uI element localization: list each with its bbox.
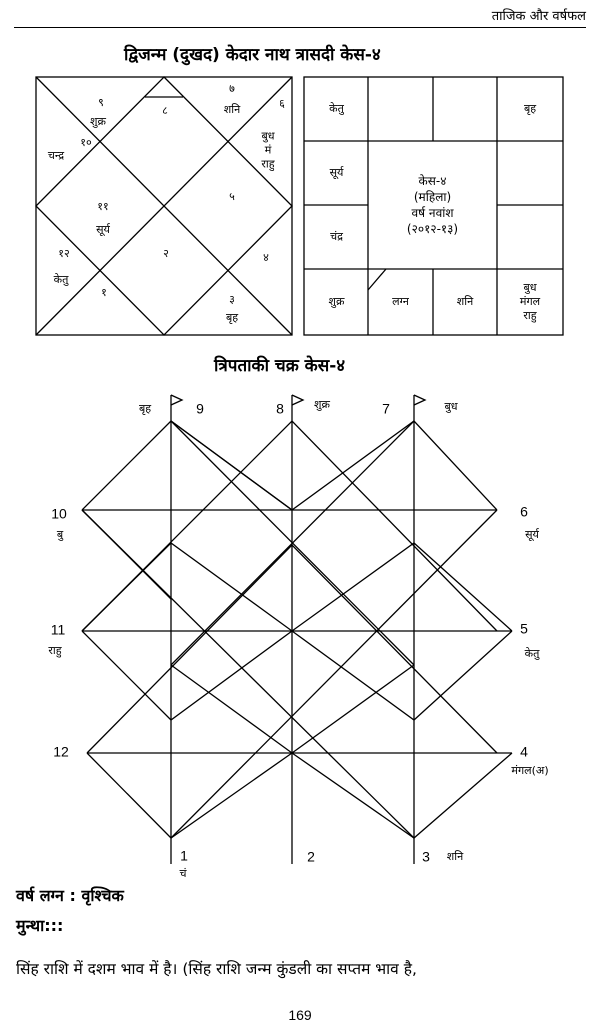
body-muntha: मुन्था::: <box>16 916 64 935</box>
nc-h10: १० <box>80 136 92 150</box>
sq-cell-brih: बृह <box>523 102 537 116</box>
tp-bu: बु <box>56 528 64 542</box>
tp-n5: 5 <box>520 620 528 637</box>
nc-h11: ११ <box>97 200 109 214</box>
tp-n10: 10 <box>51 505 67 522</box>
chart2-title: त्रिपताकी चक्र केस-४ <box>214 356 346 376</box>
sq-cell-budh-mangal-rahu: बुध मंगल राहु <box>519 280 541 323</box>
tp-mangal: मंगल(अ) <box>511 764 549 778</box>
nc-h6: ६ <box>279 97 285 111</box>
nc-h9: ९ <box>98 96 104 110</box>
body-paragraph: सिंह राशि में दशम भाव में है। (सिंह राशि जन्म कुंडली का सप्तम भाव है, <box>16 960 417 978</box>
tp-n4: 4 <box>520 743 528 760</box>
tp-shukra: शुक्र <box>314 398 330 412</box>
nc-budh-rahu: बुध मं राहु <box>261 129 275 170</box>
chart1-title: द्विजन्म (दुखद) केदार नाथ त्रासदी केस-४ <box>124 45 381 65</box>
tp-n3: 3 <box>422 848 430 865</box>
sq-cell-chandra: चंद्र <box>330 229 343 243</box>
page-number: 169 <box>288 1007 312 1023</box>
tp-chan: चं <box>179 867 187 881</box>
tp-surya: सूर्य <box>525 528 539 542</box>
tp-n12: 12 <box>53 743 69 760</box>
nc-brih: बृह <box>225 311 239 325</box>
sq-center-line3: वर्ष नवांश <box>411 206 454 220</box>
tp-ketu: केतु <box>524 647 540 661</box>
body-varsha-lagna: वर्ष लग्न : वृश्चिक <box>16 886 124 905</box>
nc-shani: शनि <box>223 103 241 117</box>
tp-n2: 2 <box>307 848 315 865</box>
sq-center-line4: (२०१२-१३) <box>406 222 459 237</box>
sq-cell-shukra: शुक्र <box>328 294 345 308</box>
running-header: ताजिक और वर्षफल <box>491 9 586 24</box>
nc-h2: २ <box>163 247 169 261</box>
sq-center-line1: केस-४ <box>418 173 447 188</box>
tp-n1: 1 <box>180 847 188 864</box>
tp-budh: बुध <box>444 400 458 414</box>
sq-cell-ketu: केतु <box>329 102 344 116</box>
nc-h3: ३ <box>229 293 235 307</box>
tp-n9: 9 <box>196 400 204 417</box>
sq-cell-surya: सूर्य <box>329 165 344 179</box>
nc-shukra: शुक्र <box>90 115 106 129</box>
nc-chandra: चन्द्र <box>47 149 65 163</box>
sq-center-box <box>368 141 497 269</box>
tp-shani: शनि <box>446 850 464 864</box>
sq-center-line2: (महिला) <box>413 189 452 204</box>
nc-ketu: केतु <box>53 273 69 287</box>
nc-h8: ८ <box>162 104 168 118</box>
tp-rahu: राहु <box>48 644 62 658</box>
tp-n8: 8 <box>276 400 284 417</box>
sq-cell-lagna: लग्न <box>392 294 409 308</box>
tp-n11: 11 <box>50 621 66 638</box>
nc-h4: ४ <box>263 251 269 265</box>
tp-n7: 7 <box>382 400 390 417</box>
nc-h1: १ <box>101 286 107 300</box>
nc-surya: सूर्य <box>96 223 110 237</box>
tp-brih: बृह <box>138 402 152 416</box>
nc-h7: ७ <box>229 82 235 96</box>
tp-n6: 6 <box>520 503 528 520</box>
sq-cell-shani: शनि <box>456 294 474 308</box>
nc-h5: ५ <box>229 190 235 204</box>
nc-h12: १२ <box>58 247 70 261</box>
